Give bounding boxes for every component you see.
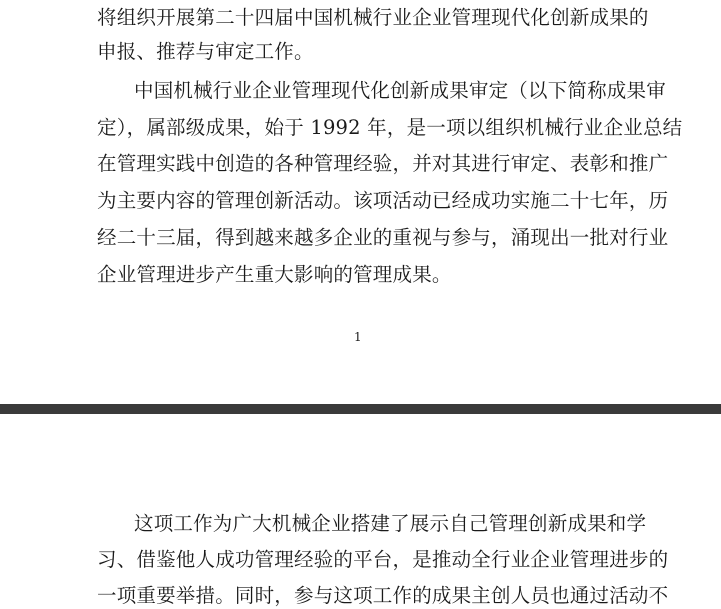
- page-separator: [0, 404, 721, 414]
- document-page-2: [0, 414, 721, 609]
- paragraph-line: 为主要内容的管理创新活动。该项活动已经成功实施二十七年，历: [97, 189, 669, 212]
- paragraph-line: 企业管理进步产生重大影响的管理成果。: [97, 263, 452, 286]
- paragraph-line: 将组织开展第二十四届中国机械行业企业管理现代化创新成果的: [97, 6, 649, 29]
- paragraph-line: 申报、推荐与审定工作。: [97, 40, 314, 63]
- paragraph-line: 中国机械行业企业管理现代化创新成果审定（以下简称成果审: [134, 79, 666, 102]
- paragraph-line: 一项重要举措。同时，参与这项工作的成果主创人员也通过活动不: [97, 584, 669, 607]
- page-number: 1: [354, 330, 362, 344]
- paragraph-line: 在管理实践中创造的各种管理经验，并对其进行审定、表彰和推广: [97, 152, 669, 175]
- paragraph-line: 定），属部级成果，始于 1992 年，是一项以组织机械行业企业总结: [97, 116, 683, 139]
- paragraph-line: 这项工作为广大机械企业搭建了展示自己管理创新成果和学: [134, 512, 647, 535]
- paragraph-line: 习、借鉴他人成功管理经验的平台，是推动全行业企业管理进步的: [97, 548, 669, 571]
- paragraph-line: 经二十三届，得到越来越多企业的重视与参与，涌现出一批对行业: [97, 226, 669, 249]
